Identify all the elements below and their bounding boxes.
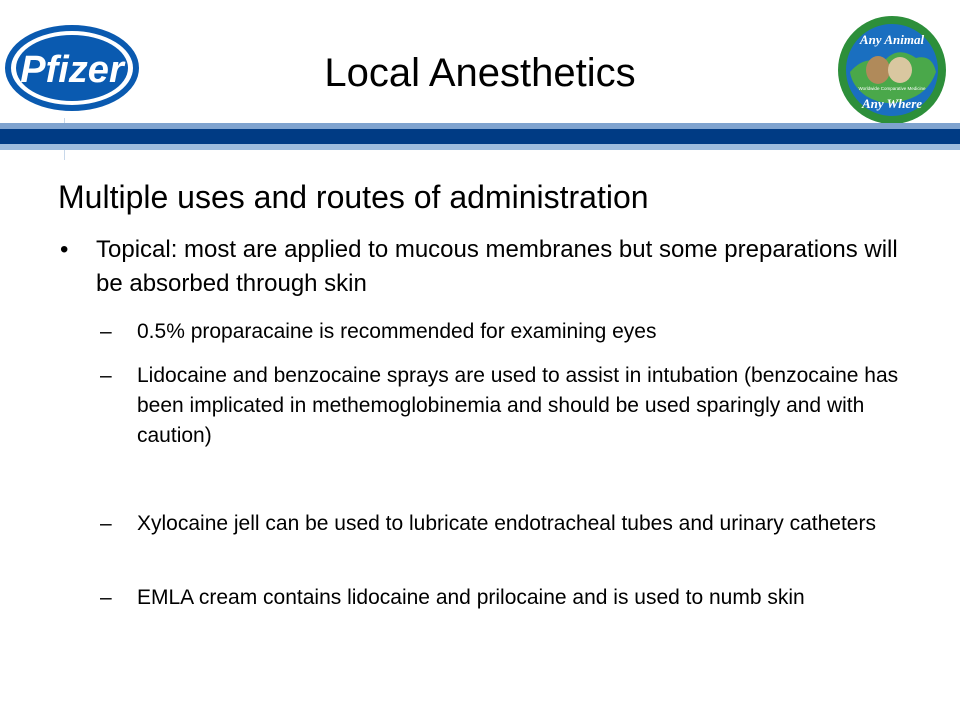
bullet-text: Topical: most are applied to mucous membranes but some preparations will be absorbed through skin [96,236,898,297]
bullet-marker: • [60,236,69,263]
subpoint-text: Lidocaine and benzocaine sprays are used to assist in intubation (benzocaine has been implicated in methemoglobinemia and should be used sparingly and with caution) [137,364,899,447]
slide-heading: Multiple uses and routes of administration [58,179,649,215]
subpoint-text: EMLA cream contains lidocaine and prilocaine and is used to numb skin [137,586,805,609]
logo-top-text: Any Animal [859,32,925,47]
subpoint-marker: – [100,320,112,343]
subpoint-marker: – [100,512,112,535]
pfizer-logo-text: Pfizer [20,49,124,91]
logo-bottom-text: Any Where [861,96,923,111]
header-band-lower [0,144,960,150]
divider-tick [64,150,65,160]
subpoint-marker: – [100,364,112,387]
logo-middle-text: Worldwide Comparative Medicine [858,86,926,91]
subpoint-marker: – [100,586,112,609]
header-band-dark [0,129,960,144]
subpoint-text: Xylocaine jell can be used to lubricate endotracheal tubes and urinary catheters [137,512,876,535]
slide-title: Local Anesthetics [324,51,636,95]
subpoint-text: 0.5% proparacaine is recommended for examining eyes [137,320,657,343]
